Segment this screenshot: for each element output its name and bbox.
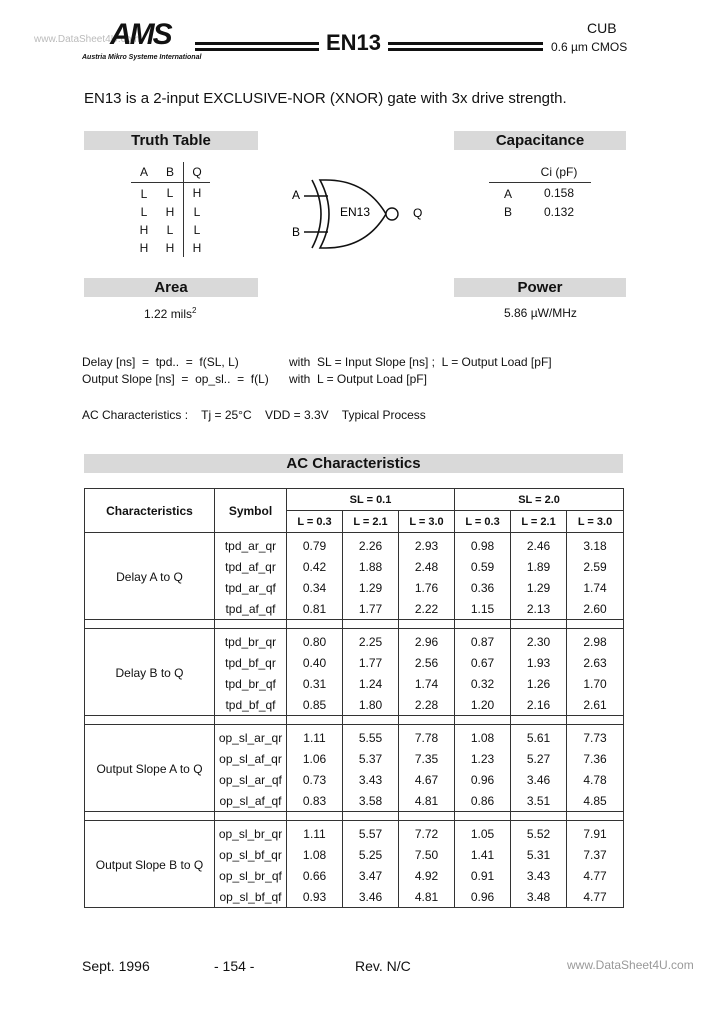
ac-value: 1.20 [455, 694, 511, 716]
ac-value: 3.51 [511, 790, 567, 812]
ac-group-name: Delay A to Q [85, 533, 215, 620]
ac-value: 7.73 [567, 725, 624, 749]
ac-symbol: op_sl_bf_qr [215, 844, 287, 865]
ac-col-symbol: Symbol [215, 489, 287, 533]
ac-value: 1.80 [343, 694, 399, 716]
area-value-text: 1.22 mils [144, 307, 193, 321]
ac-value: 4.92 [399, 865, 455, 886]
ac-value: 3.46 [343, 886, 399, 908]
tt-head-b: B [157, 162, 184, 183]
area-value-exponent: 2 [192, 306, 197, 315]
ac-value: 1.93 [511, 652, 567, 673]
ac-value: 3.58 [343, 790, 399, 812]
ac-value: 1.76 [399, 577, 455, 598]
ac-symbol: tpd_af_qf [215, 598, 287, 620]
ac-value: 1.77 [343, 598, 399, 620]
ac-value: 0.87 [455, 629, 511, 653]
ac-sl-group: SL = 0.1 [287, 489, 455, 511]
ac-value: 2.59 [567, 556, 624, 577]
ac-load-header: L = 2.1 [343, 511, 399, 533]
ac-value: 0.80 [287, 629, 343, 653]
table-row [131, 239, 210, 257]
footer-page-number: - 154 - [214, 958, 255, 974]
ac-symbol: tpd_ar_qr [215, 533, 287, 557]
ac-value: 0.79 [287, 533, 343, 557]
ac-value: 2.48 [399, 556, 455, 577]
ac-value: 0.42 [287, 556, 343, 577]
ac-value: 3.47 [343, 865, 399, 886]
capacitance-title: Capacitance [454, 131, 626, 150]
cap-pin: B [503, 205, 512, 219]
table-row [131, 183, 210, 204]
ac-value: 5.61 [511, 725, 567, 749]
ac-value: 0.96 [455, 769, 511, 790]
ac-value: 1.29 [511, 577, 567, 598]
ac-value: 0.93 [287, 886, 343, 908]
cap-value: 0.132 [543, 205, 575, 219]
ac-value: 3.18 [567, 533, 624, 557]
ac-symbol: op_sl_ar_qr [215, 725, 287, 749]
ac-value: 2.16 [511, 694, 567, 716]
capacitance-column-label: Ci (pF) [527, 162, 591, 183]
ac-value: 3.43 [511, 865, 567, 886]
ac-title: AC Characteristics [84, 454, 623, 473]
ac-value: 2.26 [343, 533, 399, 557]
watermark-top: www.DataSheet4U.com [34, 34, 140, 45]
cap-value: 0.158 [543, 186, 575, 200]
ac-symbol: tpd_br_qr [215, 629, 287, 653]
ac-value: 1.29 [343, 577, 399, 598]
area-title: Area [84, 278, 258, 297]
ac-value: 0.85 [287, 694, 343, 716]
ac-symbol: op_sl_bf_qf [215, 886, 287, 908]
header-rule-left [195, 42, 319, 51]
ac-value: 0.86 [455, 790, 511, 812]
tt-cell: H [184, 239, 211, 257]
ac-value: 4.78 [567, 769, 624, 790]
ac-value: 1.11 [287, 821, 343, 845]
group-spacer [85, 716, 624, 725]
ac-value: 0.32 [455, 673, 511, 694]
truth-table [131, 162, 210, 257]
truth-table-header [131, 162, 210, 183]
ac-value: 1.11 [287, 725, 343, 749]
ac-value: 5.57 [343, 821, 399, 845]
capacitance-table [489, 162, 591, 221]
table-row [85, 629, 624, 653]
gate-input-b-label: B [292, 225, 301, 239]
ac-value: 2.30 [511, 629, 567, 653]
tt-cell: L [184, 221, 211, 239]
gate-input-a-label: A [292, 188, 301, 202]
ac-value: 0.66 [287, 865, 343, 886]
ac-body [85, 533, 624, 908]
tt-cell: L [166, 186, 174, 200]
ac-sl-group: SL = 2.0 [455, 489, 624, 511]
ac-value: 1.26 [511, 673, 567, 694]
slope-formula-note: with L = Output Load [pF] [289, 372, 427, 386]
ac-value: 7.35 [399, 748, 455, 769]
table-row [131, 221, 210, 239]
ac-symbol: op_sl_br_qr [215, 821, 287, 845]
tt-cell: L [140, 187, 148, 201]
tt-cell: H [139, 223, 149, 237]
table-row [489, 203, 591, 221]
ac-value: 2.56 [399, 652, 455, 673]
ac-value: 0.31 [287, 673, 343, 694]
ac-group-name: Output Slope B to Q [85, 821, 215, 908]
ac-load-header: L = 0.3 [455, 511, 511, 533]
power-value: 5.86 µW/MHz [504, 306, 577, 320]
ac-value: 2.61 [567, 694, 624, 716]
group-spacer [85, 812, 624, 821]
ac-value: 2.28 [399, 694, 455, 716]
cap-pin: A [503, 187, 512, 201]
ac-symbol: op_sl_af_qf [215, 790, 287, 812]
ac-value: 5.27 [511, 748, 567, 769]
ac-value: 2.25 [343, 629, 399, 653]
area-value [144, 306, 196, 321]
ac-symbol: op_sl_af_qr [215, 748, 287, 769]
tt-cell: L [140, 205, 148, 219]
group-spacer [85, 620, 624, 629]
ac-value: 0.59 [455, 556, 511, 577]
ac-value: 2.46 [511, 533, 567, 557]
ac-value: 7.37 [567, 844, 624, 865]
truth-table-title: Truth Table [84, 131, 258, 150]
ac-value: 3.46 [511, 769, 567, 790]
ac-value: 7.91 [567, 821, 624, 845]
ac-symbol: op_sl_br_qf [215, 865, 287, 886]
ac-value: 7.50 [399, 844, 455, 865]
library-name: CUB [587, 20, 617, 36]
ac-value: 0.81 [287, 598, 343, 620]
slope-formula: Output Slope [ns] = op_sl.. = f(L) [82, 372, 269, 386]
tt-head-a: A [131, 162, 157, 183]
ac-value: 2.98 [567, 629, 624, 653]
ac-symbol: tpd_bf_qf [215, 694, 287, 716]
delay-formula-note: with SL = Input Slope [ns] ; L = Output Load [pF] [289, 355, 552, 369]
table-row [489, 183, 591, 204]
ams-logo-subtitle: Austria Mikro Systeme International [82, 54, 202, 61]
ac-value: 4.67 [399, 769, 455, 790]
ac-value: 2.60 [567, 598, 624, 620]
ac-load-header: L = 0.3 [287, 511, 343, 533]
gate-inversion-bubble [386, 208, 398, 220]
ac-value: 0.36 [455, 577, 511, 598]
footer-date: Sept. 1996 [82, 958, 150, 974]
ac-load-header: L = 2.1 [511, 511, 567, 533]
ac-load-header: L = 3.0 [567, 511, 624, 533]
delay-formula: Delay [ns] = tpd.. = f(SL, L) [82, 355, 239, 369]
ac-value: 5.37 [343, 748, 399, 769]
ac-value: 5.52 [511, 821, 567, 845]
ac-conditions: AC Characteristics : Tj = 25°C VDD = 3.3V Typical Process [82, 408, 426, 422]
capacitance-header [489, 162, 591, 183]
ac-value: 1.77 [343, 652, 399, 673]
ac-value: 1.06 [287, 748, 343, 769]
header-rule-right [388, 42, 543, 51]
footer-revision: Rev. N/C [355, 958, 411, 974]
tt-cell: H [139, 241, 149, 255]
ac-symbol: tpd_bf_qr [215, 652, 287, 673]
ac-value: 0.96 [455, 886, 511, 908]
ac-value: 4.77 [567, 886, 624, 908]
ac-value: 7.36 [567, 748, 624, 769]
ac-value: 1.70 [567, 673, 624, 694]
ac-table [84, 488, 624, 908]
ac-value: 5.31 [511, 844, 567, 865]
cell-description: EN13 is a 2-input EXCLUSIVE-NOR (XNOR) gate with 3x drive strength. [84, 90, 567, 107]
watermark-bottom: www.DataSheet4U.com [567, 958, 694, 972]
ac-load-header: L = 3.0 [399, 511, 455, 533]
ac-value: 4.77 [567, 865, 624, 886]
ac-value: 0.73 [287, 769, 343, 790]
ac-value: 1.41 [455, 844, 511, 865]
ac-value: 0.40 [287, 652, 343, 673]
tt-cell: L [166, 223, 174, 237]
ac-value: 4.81 [399, 886, 455, 908]
ac-value: 1.15 [455, 598, 511, 620]
ac-value: 3.43 [343, 769, 399, 790]
ac-value: 4.85 [567, 790, 624, 812]
table-row [85, 533, 624, 557]
ams-logo: AMS [110, 18, 171, 51]
ac-value: 5.25 [343, 844, 399, 865]
tt-cell: H [165, 205, 175, 219]
tt-cell: L [184, 203, 211, 221]
tt-cell: H [165, 241, 175, 255]
table-row [131, 203, 210, 221]
ac-value: 2.13 [511, 598, 567, 620]
ac-value: 1.74 [399, 673, 455, 694]
ac-value: 2.96 [399, 629, 455, 653]
gate-output-label: Q [413, 206, 423, 220]
ac-value: 3.48 [511, 886, 567, 908]
ac-value: 4.81 [399, 790, 455, 812]
tt-head-q: Q [184, 162, 211, 183]
ac-value: 2.22 [399, 598, 455, 620]
gate-input-curve [312, 180, 321, 248]
table-row [85, 821, 624, 845]
table-row [85, 725, 624, 749]
ac-value: 0.34 [287, 577, 343, 598]
cell-name: EN13 [326, 30, 382, 55]
ac-value: 0.91 [455, 865, 511, 886]
tt-cell: H [184, 183, 211, 204]
power-title: Power [454, 278, 626, 297]
ac-value: 1.88 [343, 556, 399, 577]
ac-value: 2.63 [567, 652, 624, 673]
ac-value: 0.83 [287, 790, 343, 812]
ac-value: 1.74 [567, 577, 624, 598]
ac-value: 1.05 [455, 821, 511, 845]
ac-symbol: tpd_af_qr [215, 556, 287, 577]
ac-value: 0.67 [455, 652, 511, 673]
ac-value: 7.78 [399, 725, 455, 749]
ac-value: 1.23 [455, 748, 511, 769]
ac-value: 5.55 [343, 725, 399, 749]
process-name: 0.6 µm CMOS [551, 40, 628, 54]
gate-label: EN13 [340, 205, 371, 219]
ac-symbol: tpd_br_qf [215, 673, 287, 694]
ac-value: 7.72 [399, 821, 455, 845]
ac-group-name: Output Slope A to Q [85, 725, 215, 812]
ac-value: 1.08 [455, 725, 511, 749]
ac-symbol: op_sl_ar_qf [215, 769, 287, 790]
ac-value: 1.24 [343, 673, 399, 694]
ac-value: 2.93 [399, 533, 455, 557]
ac-value: 1.89 [511, 556, 567, 577]
ac-value: 0.98 [455, 533, 511, 557]
ac-value: 1.08 [287, 844, 343, 865]
ac-group-name: Delay B to Q [85, 629, 215, 716]
xnor-gate-symbol [286, 176, 436, 252]
ac-col-characteristics: Characteristics [85, 489, 215, 533]
ac-symbol: tpd_ar_qf [215, 577, 287, 598]
